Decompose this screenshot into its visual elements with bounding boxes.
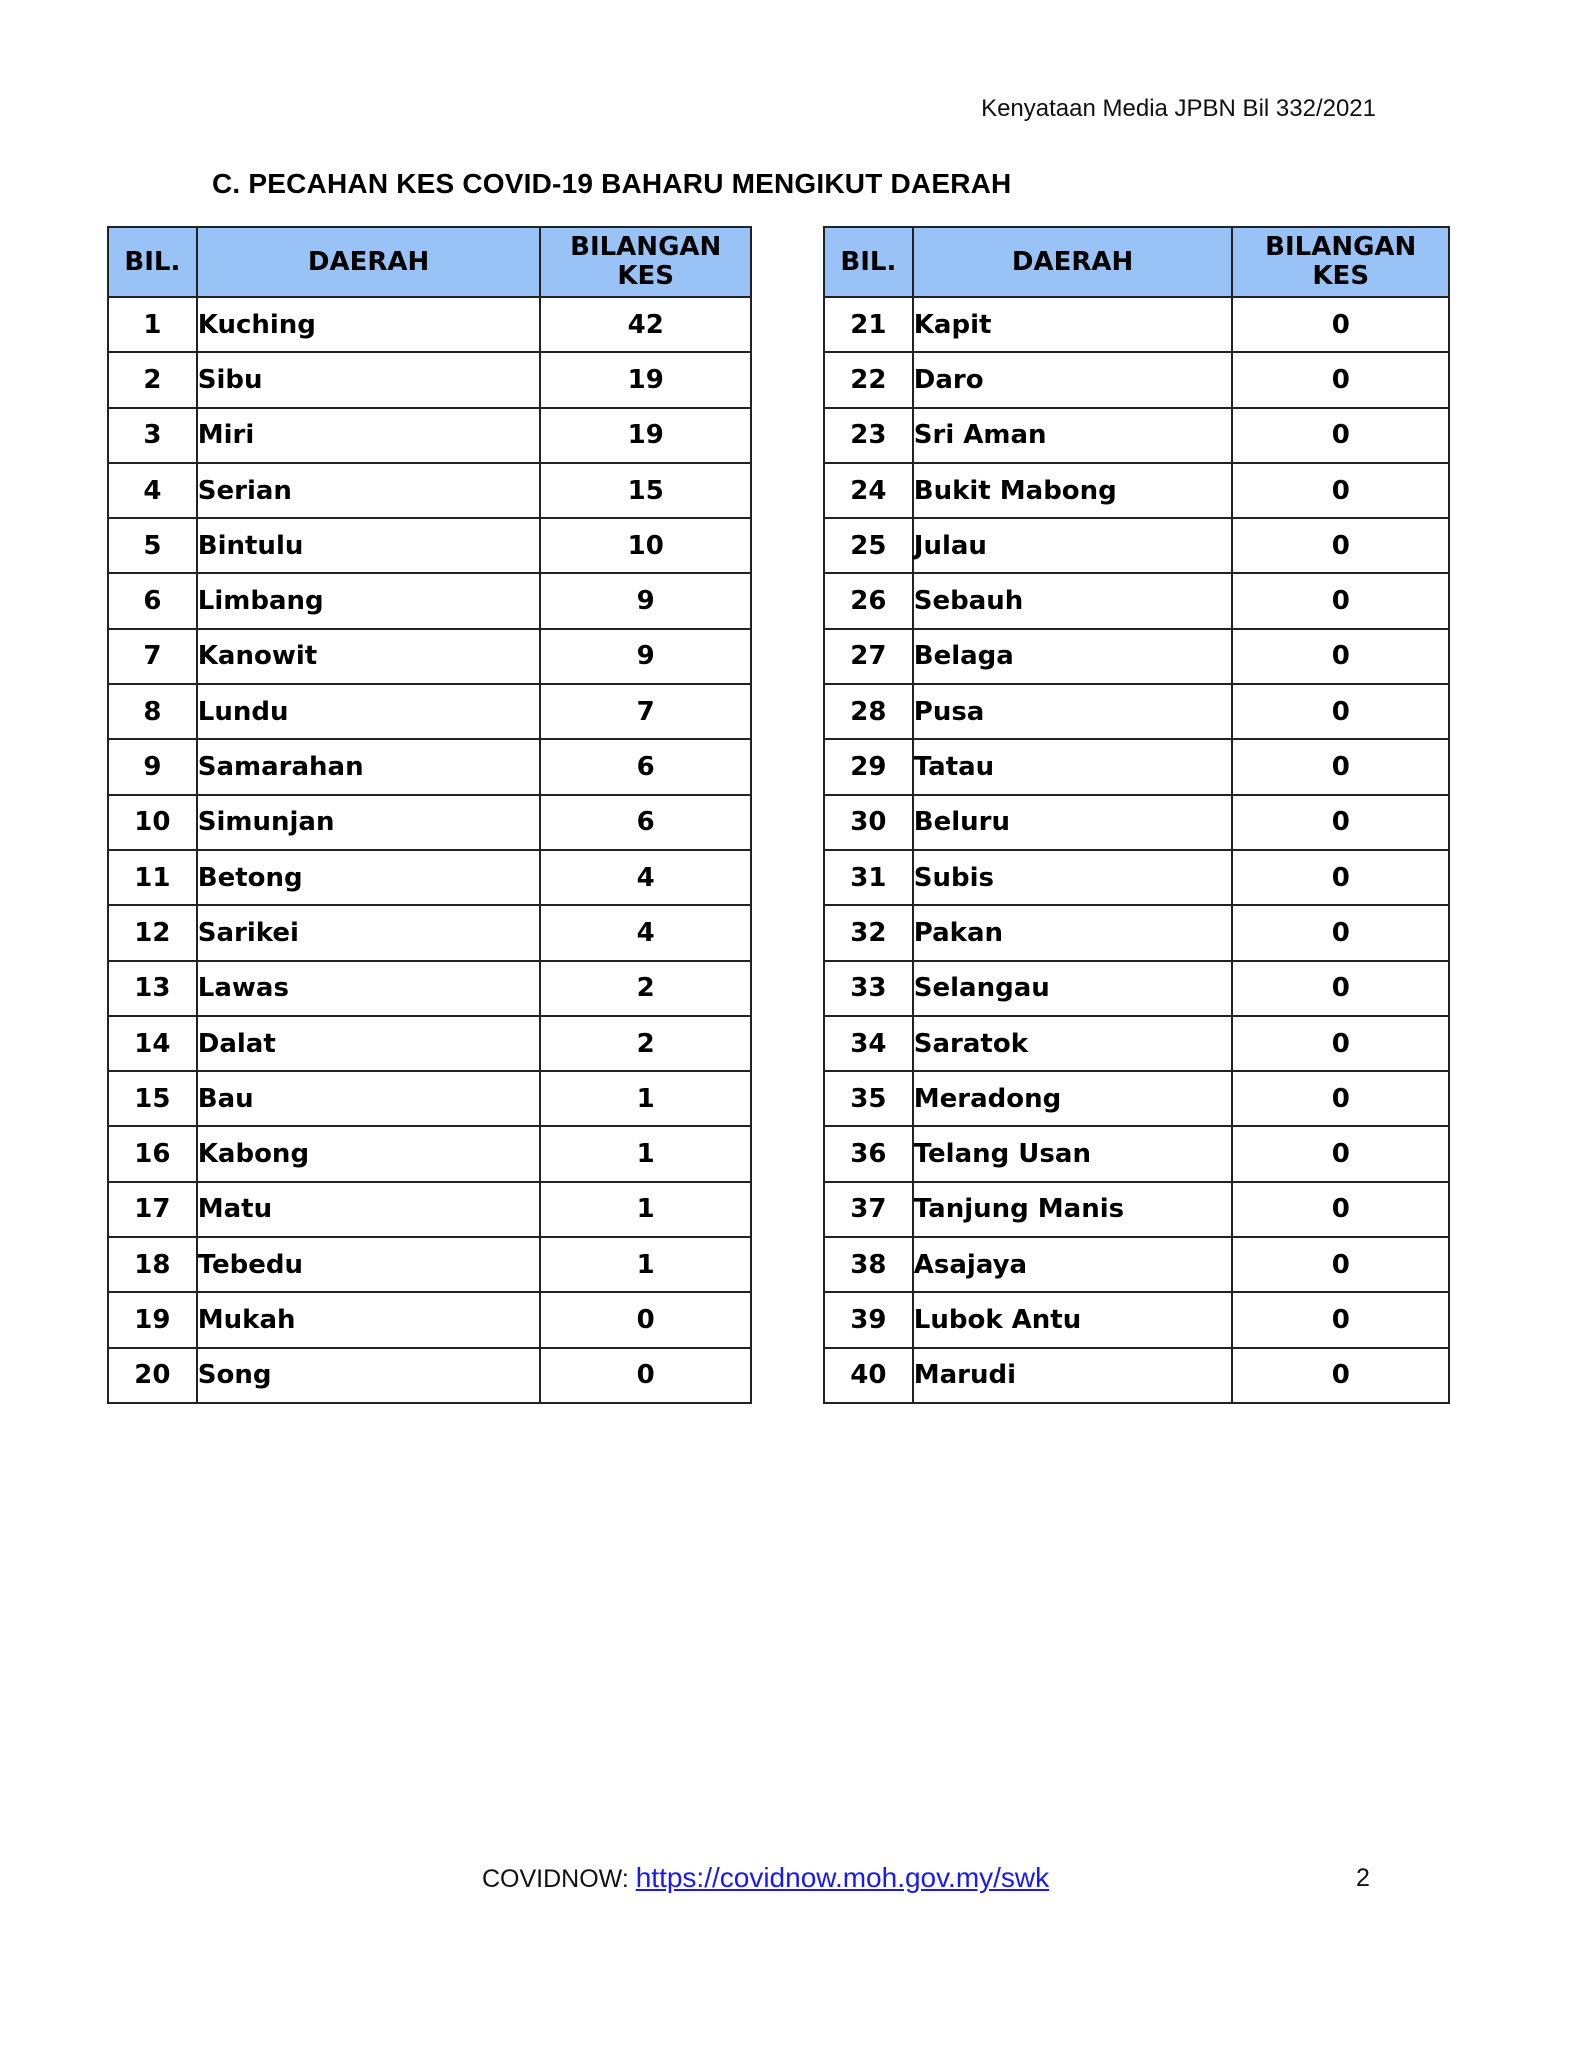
kes-cell: 0 [1232, 905, 1449, 960]
kes-cell: 0 [1232, 1016, 1449, 1071]
kes-cell: 0 [540, 1292, 751, 1347]
kes-cell: 4 [540, 905, 751, 960]
bil-cell: 31 [824, 850, 913, 905]
daerah-cell: Mukah [197, 1292, 541, 1347]
bil-cell: 35 [824, 1071, 913, 1126]
table-row [108, 573, 751, 628]
bil-cell: 40 [824, 1348, 913, 1403]
daerah-cell: Lundu [197, 684, 541, 739]
kes-cell: 0 [1232, 1348, 1449, 1403]
bil-cell: 28 [824, 684, 913, 739]
bil-cell: 17 [108, 1182, 197, 1237]
bil-cell: 27 [824, 629, 913, 684]
column-header-daerah: DAERAH [913, 227, 1233, 297]
daerah-cell: Sebauh [913, 573, 1233, 628]
daerah-cell: Pakan [913, 905, 1233, 960]
table-row [108, 1071, 751, 1126]
daerah-cell: Pusa [913, 684, 1233, 739]
daerah-cell: Kabong [197, 1126, 541, 1181]
document-reference: Kenyataan Media JPBN Bil 332/2021 [981, 95, 1376, 122]
table-row [108, 739, 751, 794]
table-row [108, 850, 751, 905]
column-header-kes [540, 227, 751, 297]
bil-cell: 9 [108, 739, 197, 794]
column-header-kes-line1: BILANGAN [1265, 232, 1417, 262]
daerah-cell: Selangau [913, 961, 1233, 1016]
kes-cell: 19 [540, 408, 751, 463]
kes-cell: 2 [540, 961, 751, 1016]
daerah-cell: Serian [197, 463, 541, 518]
column-header-bil: BIL. [108, 227, 197, 297]
bil-cell: 6 [108, 573, 197, 628]
bil-cell: 29 [824, 739, 913, 794]
table-row [108, 1292, 751, 1347]
table-row [824, 1071, 1449, 1126]
bil-cell: 25 [824, 518, 913, 573]
table-row [824, 961, 1449, 1016]
kes-cell: 2 [540, 1016, 751, 1071]
kes-cell: 0 [1232, 961, 1449, 1016]
kes-cell: 0 [1232, 297, 1449, 352]
daerah-cell: Limbang [197, 573, 541, 628]
kes-cell: 0 [1232, 1292, 1449, 1347]
footer [482, 1862, 1049, 1894]
bil-cell: 37 [824, 1182, 913, 1237]
bil-cell: 23 [824, 408, 913, 463]
bil-cell: 13 [108, 961, 197, 1016]
bil-cell: 11 [108, 850, 197, 905]
kes-cell: 0 [1232, 850, 1449, 905]
column-header-kes [1232, 227, 1449, 297]
daerah-cell: Simunjan [197, 795, 541, 850]
bil-cell: 33 [824, 961, 913, 1016]
daerah-cell: Telang Usan [913, 1126, 1233, 1181]
footer-label: COVIDNOW: [482, 1865, 636, 1893]
daerah-cell: Samarahan [197, 739, 541, 794]
column-header-kes-line1: BILANGAN [570, 232, 722, 262]
bil-cell: 3 [108, 408, 197, 463]
kes-cell: 1 [540, 1126, 751, 1181]
bil-cell: 36 [824, 1126, 913, 1181]
daerah-cell: Sarikei [197, 905, 541, 960]
kes-cell: 6 [540, 739, 751, 794]
kes-cell: 0 [1232, 1071, 1449, 1126]
table-row [108, 352, 751, 407]
daerah-cell: Julau [913, 518, 1233, 573]
kes-cell: 1 [540, 1071, 751, 1126]
table-row [824, 352, 1449, 407]
bil-cell: 20 [108, 1348, 197, 1403]
bil-cell: 15 [108, 1071, 197, 1126]
kes-cell: 9 [540, 629, 751, 684]
table-row [824, 629, 1449, 684]
table-row [108, 1237, 751, 1292]
table-row [824, 463, 1449, 518]
section-title: C. PECAHAN KES COVID-19 BAHARU MENGIKUT DAERAH [212, 168, 1012, 199]
table-row [824, 684, 1449, 739]
kes-cell: 0 [540, 1348, 751, 1403]
bil-cell: 7 [108, 629, 197, 684]
table-row [824, 795, 1449, 850]
bil-cell: 16 [108, 1126, 197, 1181]
bil-cell: 24 [824, 463, 913, 518]
daerah-cell: Tebedu [197, 1237, 541, 1292]
daerah-cell: Sibu [197, 352, 541, 407]
kes-cell: 0 [1232, 408, 1449, 463]
kes-cell: 0 [1232, 463, 1449, 518]
kes-cell: 0 [1232, 1126, 1449, 1181]
district-table-right [823, 226, 1450, 1404]
daerah-cell: Tanjung Manis [913, 1182, 1233, 1237]
column-header-kes-line2: KES [1312, 261, 1370, 291]
daerah-cell: Bintulu [197, 518, 541, 573]
table-row [108, 961, 751, 1016]
bil-cell: 10 [108, 795, 197, 850]
kes-cell: 0 [1232, 1237, 1449, 1292]
table-row [108, 629, 751, 684]
bil-cell: 8 [108, 684, 197, 739]
daerah-cell: Asajaya [913, 1237, 1233, 1292]
kes-cell: 6 [540, 795, 751, 850]
daerah-cell: Kuching [197, 297, 541, 352]
kes-cell: 42 [540, 297, 751, 352]
bil-cell: 1 [108, 297, 197, 352]
column-header-daerah: DAERAH [197, 227, 541, 297]
kes-cell: 0 [1232, 573, 1449, 628]
table-row [824, 1182, 1449, 1237]
table-row [108, 905, 751, 960]
bil-cell: 5 [108, 518, 197, 573]
daerah-cell: Miri [197, 408, 541, 463]
daerah-cell: Lawas [197, 961, 541, 1016]
kes-cell: 1 [540, 1237, 751, 1292]
daerah-cell: Lubok Antu [913, 1292, 1233, 1347]
bil-cell: 32 [824, 905, 913, 960]
daerah-cell: Betong [197, 850, 541, 905]
daerah-cell: Belaga [913, 629, 1233, 684]
daerah-cell: Dalat [197, 1016, 541, 1071]
kes-cell: 0 [1232, 629, 1449, 684]
table-header-row [108, 227, 751, 297]
column-header-kes-line2: KES [617, 261, 675, 291]
table-row [824, 573, 1449, 628]
bil-cell: 18 [108, 1237, 197, 1292]
kes-cell: 15 [540, 463, 751, 518]
table-header-row [824, 227, 1449, 297]
daerah-cell: Kanowit [197, 629, 541, 684]
table-row [824, 408, 1449, 463]
kes-cell: 0 [1232, 518, 1449, 573]
table-row [824, 905, 1449, 960]
table-row [108, 463, 751, 518]
table-row [824, 297, 1449, 352]
daerah-cell: Matu [197, 1182, 541, 1237]
kes-cell: 0 [1232, 1182, 1449, 1237]
table-row [824, 739, 1449, 794]
daerah-cell: Sri Aman [913, 408, 1233, 463]
table-row [824, 1126, 1449, 1181]
bil-cell: 22 [824, 352, 913, 407]
table-row [108, 518, 751, 573]
table-row [108, 795, 751, 850]
daerah-cell: Saratok [913, 1016, 1233, 1071]
kes-cell: 0 [1232, 739, 1449, 794]
district-table-left [107, 226, 752, 1404]
bil-cell: 30 [824, 795, 913, 850]
bil-cell: 34 [824, 1016, 913, 1071]
kes-cell: 9 [540, 573, 751, 628]
table-row [824, 850, 1449, 905]
daerah-cell: Beluru [913, 795, 1233, 850]
table-row [108, 1016, 751, 1071]
daerah-cell: Marudi [913, 1348, 1233, 1403]
daerah-cell: Meradong [913, 1071, 1233, 1126]
table-row [824, 1237, 1449, 1292]
table-row [824, 1016, 1449, 1071]
page-number: 2 [1356, 1864, 1370, 1892]
table-row [824, 518, 1449, 573]
kes-cell: 0 [1232, 684, 1449, 739]
daerah-cell: Tatau [913, 739, 1233, 794]
table-row [108, 684, 751, 739]
daerah-cell: Bau [197, 1071, 541, 1126]
column-header-bil: BIL. [824, 227, 913, 297]
daerah-cell: Subis [913, 850, 1233, 905]
table-row [108, 1182, 751, 1237]
bil-cell: 21 [824, 297, 913, 352]
kes-cell: 19 [540, 352, 751, 407]
kes-cell: 10 [540, 518, 751, 573]
table-row [108, 408, 751, 463]
bil-cell: 19 [108, 1292, 197, 1347]
kes-cell: 7 [540, 684, 751, 739]
bil-cell: 26 [824, 573, 913, 628]
kes-cell: 0 [1232, 795, 1449, 850]
kes-cell: 1 [540, 1182, 751, 1237]
daerah-cell: Daro [913, 352, 1233, 407]
daerah-cell: Bukit Mabong [913, 463, 1233, 518]
kes-cell: 0 [1232, 352, 1449, 407]
table-row [824, 1292, 1449, 1347]
bil-cell: 12 [108, 905, 197, 960]
bil-cell: 39 [824, 1292, 913, 1347]
daerah-cell: Song [197, 1348, 541, 1403]
bil-cell: 14 [108, 1016, 197, 1071]
bil-cell: 2 [108, 352, 197, 407]
table-row [824, 1348, 1449, 1403]
covidnow-link[interactable]: https://covidnow.moh.gov.my/swk [635, 1862, 1050, 1893]
bil-cell: 38 [824, 1237, 913, 1292]
daerah-cell: Kapit [913, 297, 1233, 352]
table-row [108, 1348, 751, 1403]
kes-cell: 4 [540, 850, 751, 905]
bil-cell: 4 [108, 463, 197, 518]
table-row [108, 1126, 751, 1181]
table-row [108, 297, 751, 352]
